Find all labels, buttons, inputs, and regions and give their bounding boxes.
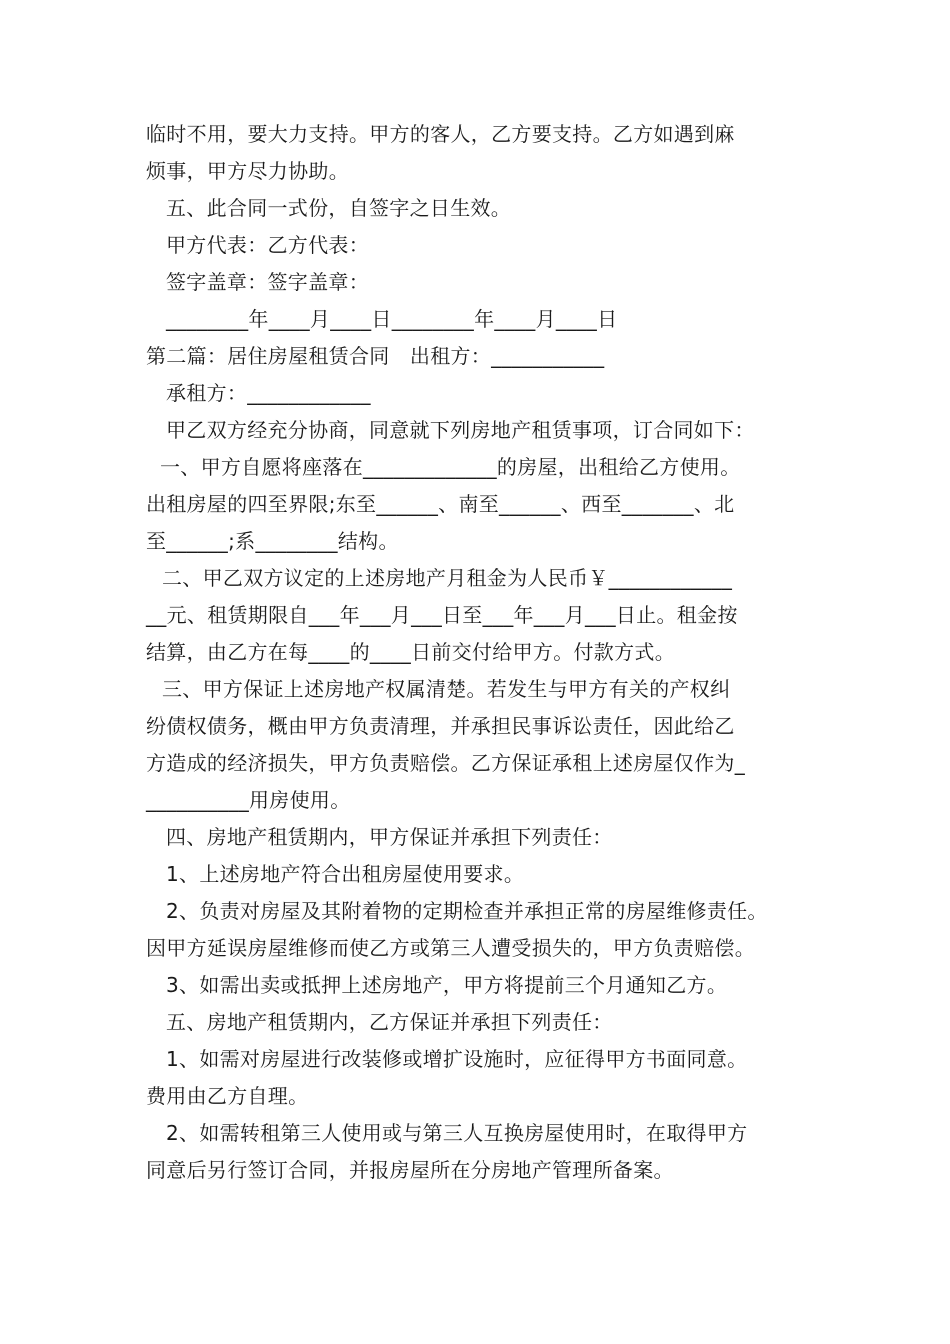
text-line: 2、负责对房屋及其附着物的定期检查并承担正常的房屋维修责任。 — [166, 899, 768, 923]
text-line: 甲乙双方经充分协商，同意就下列房地产租赁事项，订合同如下： — [166, 418, 755, 442]
text-line: 承租方：____________ — [166, 381, 371, 405]
text-line: 至______;系________结构。 — [146, 529, 399, 553]
text-line: 一、甲方自愿将座落在_____________的房屋，出租给乙方使用。 — [160, 455, 741, 479]
text-line: __元、租赁期限自___年___月___日至___年___月___日止。租金按 — [146, 603, 738, 627]
text-line: 3、如需出卖或抵押上述房地产，甲方将提前三个月通知乙方。 — [166, 973, 728, 997]
text-line: 二、甲乙双方议定的上述房地产月租金为人民币￥____________ — [162, 566, 733, 590]
text-line: 五、房地产租赁期内，乙方保证并承担下列责任： — [166, 1010, 613, 1034]
text-line: 四、房地产租赁期内，甲方保证并承担下列责任： — [166, 825, 613, 849]
text-line: 1、上述房地产符合出租房屋使用要求。 — [166, 862, 525, 886]
text-line: 费用由乙方自理。 — [146, 1084, 309, 1108]
section-heading: 第二篇：居住房屋租赁合同 出租方：___________ — [146, 344, 605, 368]
text-line: 结算，由乙方在每____的____日前交付给甲方。付款方式。 — [146, 640, 675, 664]
text-line: 2、如需转租第三人使用或与第三人互换房屋使用时，在取得甲方 — [166, 1121, 748, 1145]
text-line: ________年____月____日________年____月____日 — [166, 307, 618, 331]
text-line: 签字盖章：签字盖章： — [166, 270, 369, 294]
text-line: 1、如需对房屋进行改装修或增扩设施时，应征得甲方书面同意。 — [166, 1047, 748, 1071]
text-line: 烦事，甲方尽力协助。 — [146, 159, 349, 183]
text-line: 同意后另行签订合同，并报房屋所在分房地产管理所备案。 — [146, 1158, 674, 1182]
text-line: 甲方代表：乙方代表： — [166, 233, 369, 257]
text-line: 因甲方延误房屋维修而使乙方或第三人遭受损失的，甲方负责赔偿。 — [146, 936, 755, 960]
text-line: 临时不用，要大力支持。甲方的客人，乙方要支持。乙方如遇到麻 — [146, 122, 735, 146]
text-line: 五、此合同一式份，自签字之日生效。 — [166, 196, 512, 220]
text-line: 纷债权债务，概由甲方负责清理，并承担民事诉讼责任，因此给乙 — [146, 714, 735, 738]
text-line: 三、甲方保证上述房地产权属清楚。若发生与甲方有关的产权纠 — [162, 677, 731, 701]
text-line: 出租房屋的四至界限;东至______、南至______、西至_______、北 — [146, 492, 735, 516]
text-line: 方造成的经济损失，甲方负责赔偿。乙方保证承租上述房屋仅作为_ — [146, 751, 745, 775]
text-line: __________用房使用。 — [146, 788, 351, 812]
document-body — [146, 116, 816, 1189]
